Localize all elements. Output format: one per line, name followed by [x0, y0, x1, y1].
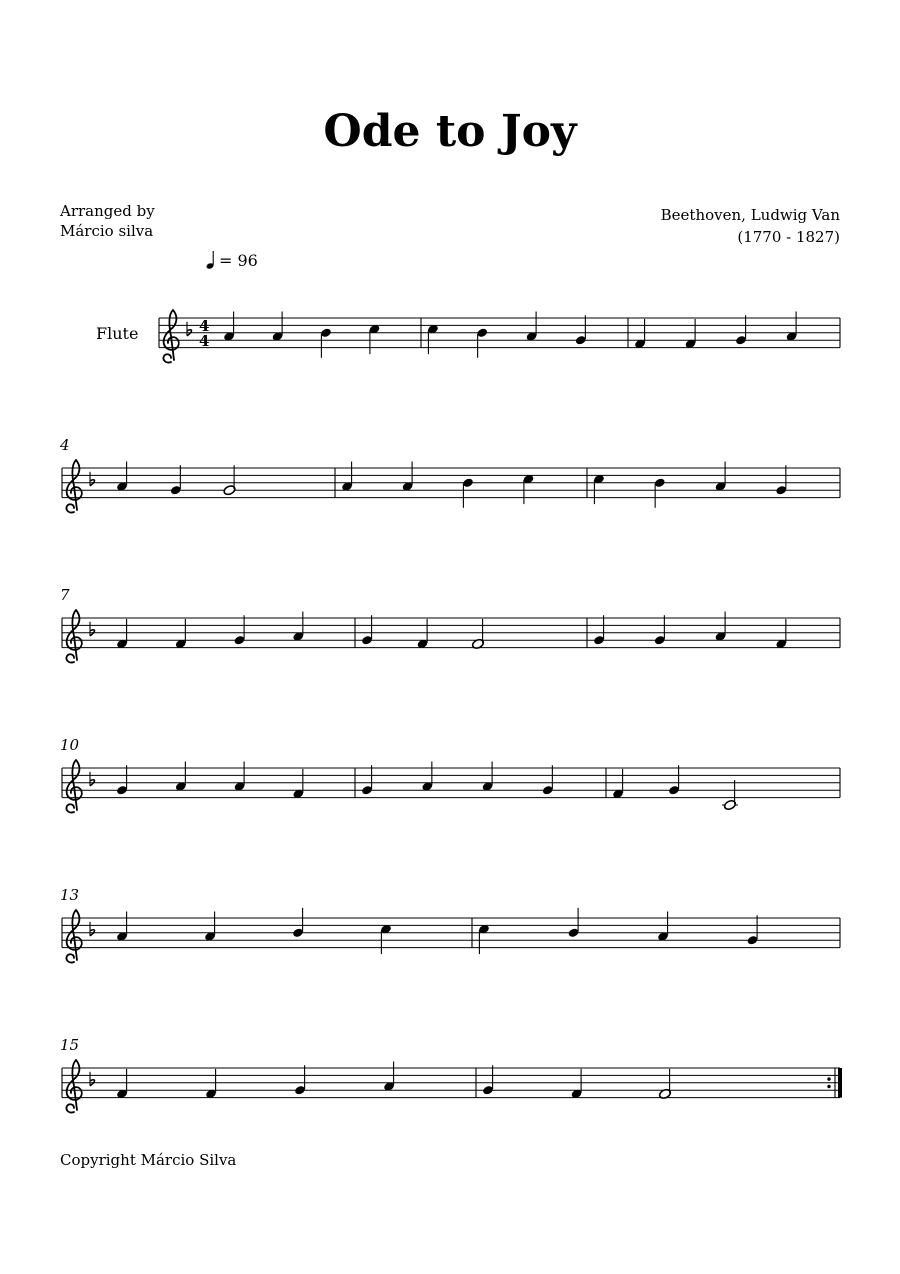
tempo-value: = 96 — [219, 250, 258, 270]
quarter-note — [223, 312, 235, 342]
quarter-note — [482, 1065, 494, 1095]
quarter-note — [421, 762, 433, 792]
quarter-note — [368, 324, 380, 354]
quarter-note — [735, 315, 747, 345]
quarter-note — [204, 912, 216, 942]
quarter-note — [233, 762, 245, 792]
quarter-note — [542, 765, 554, 795]
time-signature-top: 4 — [199, 317, 210, 335]
measure-number: 15 — [60, 1036, 80, 1054]
quarter-note — [380, 924, 392, 954]
quarter-note — [294, 1065, 306, 1095]
quarter-note — [116, 462, 128, 492]
quarter-note — [116, 765, 128, 795]
quarter-note — [612, 769, 624, 799]
quarter-note — [570, 1069, 582, 1099]
copyright-notice: Copyright Márcio Silva — [60, 1151, 237, 1169]
quarter-note — [341, 462, 353, 492]
quarter-note — [746, 915, 758, 945]
instrument-name: Flute — [96, 324, 139, 343]
final-barline — [838, 1068, 842, 1098]
quarter-note — [401, 462, 413, 492]
quarter-note — [170, 465, 182, 495]
score-title: Ode to Joy — [323, 106, 577, 157]
quarter-note — [175, 762, 187, 792]
quarter-note — [205, 1069, 217, 1099]
quarter-note — [476, 327, 488, 357]
quarter-note — [462, 477, 474, 507]
quarter-note — [775, 465, 787, 495]
staff-system — [59, 436, 840, 513]
arranger-label: Arranged by — [60, 202, 155, 220]
half-note — [223, 465, 236, 496]
quarter-note — [478, 924, 490, 954]
quarter-note — [361, 765, 373, 795]
quarter-note — [116, 1069, 128, 1099]
quarter-note — [684, 319, 696, 349]
arranger-name: Márcio silva — [60, 222, 154, 240]
quarter-note — [593, 615, 605, 645]
quarter-note — [271, 312, 283, 342]
quarter-note — [634, 319, 646, 349]
measure-number: 4 — [60, 436, 70, 454]
staff-system — [60, 1036, 842, 1113]
quarter-note — [427, 324, 439, 354]
quarter-note — [657, 912, 669, 942]
quarter-note — [775, 619, 787, 649]
quarter-note — [593, 474, 605, 504]
measure-number: 7 — [60, 586, 70, 604]
quarter-note — [233, 615, 245, 645]
half-note — [658, 1069, 671, 1100]
quarter-note — [320, 327, 332, 357]
half-note — [722, 780, 738, 811]
measure-number: 13 — [60, 886, 80, 904]
staff-system — [159, 310, 840, 363]
quarter-note — [292, 769, 304, 799]
flat-icon — [90, 472, 95, 486]
quarter-note — [116, 619, 128, 649]
staff-system — [60, 736, 840, 813]
staff-system — [60, 586, 840, 663]
composer-name: Beethoven, Ludwig Van — [660, 206, 840, 224]
quarter-note — [668, 765, 680, 795]
quarter-note — [654, 615, 666, 645]
quarter-note — [361, 615, 373, 645]
measure-number: 10 — [60, 736, 80, 754]
quarter-note — [292, 908, 304, 938]
flat-icon — [90, 622, 95, 636]
quarter-note — [481, 762, 493, 792]
composer-dates: (1770 - 1827) — [737, 228, 840, 246]
quarter-note — [292, 612, 304, 642]
flat-icon — [90, 922, 95, 936]
quarter-note — [785, 312, 797, 342]
quarter-note — [654, 477, 666, 507]
quarter-note — [383, 1062, 395, 1092]
quarter-note — [567, 908, 579, 938]
quarter-note — [416, 619, 428, 649]
quarter-note — [714, 612, 726, 642]
quarter-note — [116, 912, 128, 942]
flat-icon — [187, 322, 192, 336]
half-note — [471, 619, 484, 650]
time-signature-bottom: 4 — [199, 332, 210, 350]
quarter-note — [575, 315, 587, 345]
quarter-note — [522, 474, 534, 504]
flat-icon — [90, 772, 95, 786]
quarter-note — [175, 619, 187, 649]
quarter-note — [525, 312, 537, 342]
staff-system — [60, 886, 840, 963]
quarter-note — [714, 462, 726, 492]
flat-icon — [90, 1072, 95, 1086]
